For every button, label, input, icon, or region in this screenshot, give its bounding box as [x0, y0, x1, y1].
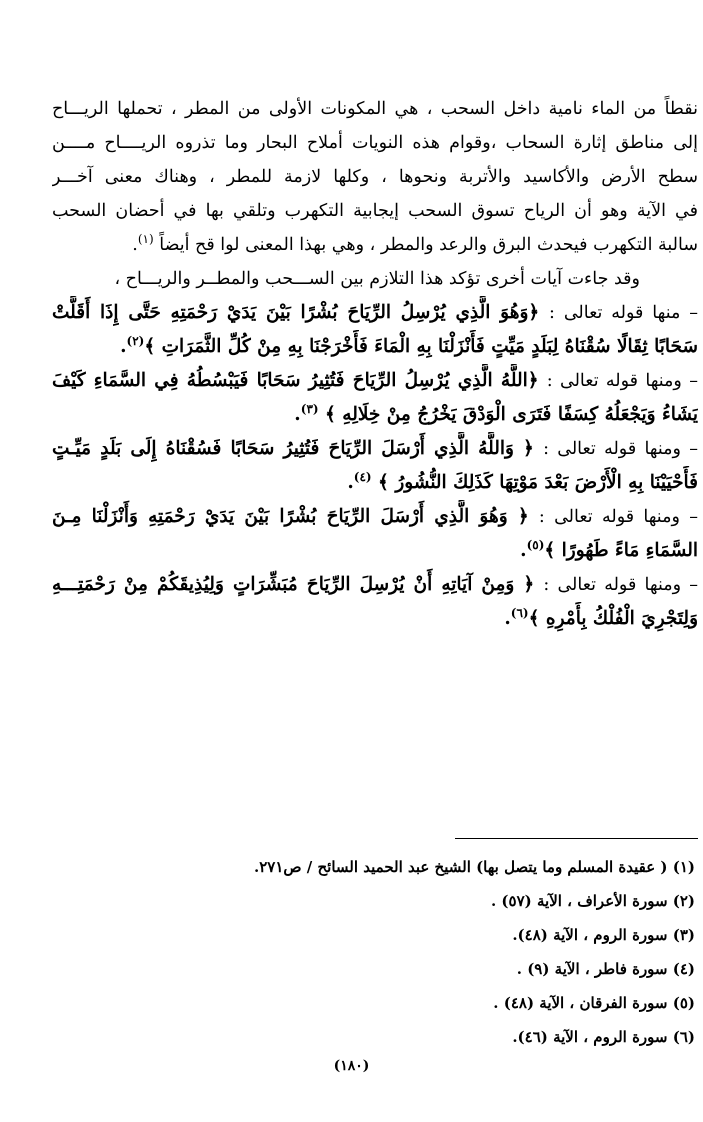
page-number: (١٨٠) — [333, 1058, 370, 1074]
footnote-ref: (٤) — [353, 469, 372, 484]
verse-text: السَّمَاءِ مَاءً طَهُورًا ﴾ — [544, 540, 698, 561]
verse-line — [52, 432, 698, 466]
verse-text: فَأَحْيَيْنَا بِهِ الْأَرْضَ بَعْدَ مَوْتِهَا كَذَلِكَ النُّشُورُ ﴾ — [378, 472, 698, 493]
verse-line — [52, 568, 698, 602]
verse-text: ﴿ وَهُوَ الَّذِي أَرْسَلَ الرِّيَاحَ بُشْرًا بَيْنَ يَدَيْ رَحْمَتِهِ وَأَنْزَلْنَا مِـنَ — [52, 506, 529, 527]
verse-line: فَأَحْيَيْنَا بِهِ الْأَرْضَ بَعْدَ مَوْتِهَا كَذَلِكَ النُّشُورُ ﴾ $^{(٤)}$. — [347, 469, 698, 493]
footnote: (٥) سورة الفرقان ، الآية (٤٨) . — [493, 994, 695, 1012]
verse-line — [52, 500, 698, 534]
verse-text: ﴿ وَاللَّهُ الَّذِي أَرْسَلَ الرِّيَاحَ فَتُثِيرُ سَحَابًا فَسُقْنَاهُ إِلَى بَلَدٍ مَيِّـتٍ — [52, 438, 534, 459]
main-text — [52, 92, 698, 636]
footnote-ref: (١) — [137, 232, 154, 247]
body-line: سطح الأرض والأكاسيد والأتربة ونحوها ، وكلها لازمة للمطر ، وهناك معنى آخـــر — [52, 167, 698, 187]
body-line: في الآية وهو أن الرياح تسوق السحب إيجابية التكهرب وتلقي بها في أحضان السحب — [52, 201, 698, 221]
verse-text: سَحَابًا ثِقَالًا سُقْنَاهُ لِبَلَدٍ مَيِّتٍ فَأَنْزَلْنَا بِهِ الْمَاءَ فَأَخْرَجْنَا بِهِ مِنْ كُلِّ الثَّمَرَاتِ ﴾ — [144, 336, 698, 357]
body-line-text: سالبة التكهرب فيحدث البرق والرعد والمطر ، وهي بهذا المعنى لوا قح أيضاً — [159, 235, 698, 255]
verse-text: وَلِتَجْرِيَ الْفُلْكُ بِأَمْرِهِ ﴾ — [528, 608, 698, 629]
footnote-ref: (٣) — [300, 401, 319, 416]
body-line: إلى مناطق إثارة السحاب ،وقوام هذه النويات أملاح البحار وما تذروه الريــــاح مــــن — [52, 133, 698, 153]
body-line: نقطاً من الماء نامية داخل السحب ، هي المكونات الأولى من المطر ، تحملها الريـــاح — [52, 99, 698, 119]
verse-intro: – ومنها قوله تعالى : — [538, 507, 698, 527]
footnote: (٤) سورة فاطر ، الآية (٩) . — [516, 960, 695, 978]
verse-text: ﴿اللَّهُ الَّذِي يُرْسِلُ الرِّيَاحَ فَتُثِيرُ سَحَابًا فَيَبْسُطُهُ فِي السَّمَاءِ كَيْفَ — [52, 370, 539, 391]
body-line: سالبة التكهرب فيحدث البرق والرعد والمطر ، وهي بهذا المعنى لوا قح أيضاً $^{(١)}$. — [132, 232, 698, 255]
footnote: (٣) سورة الروم ، الآية (٤٨). — [512, 926, 695, 944]
footnotes — [175, 850, 695, 1054]
verse-text: ﴿وَهُوَ الَّذِي يُرْسِلُ الرِّيَاحَ بُشْرًا بَيْنَ يَدَيْ رَحْمَتِهِ حَتَّى إِذَا أَقَلَّتْ — [52, 302, 540, 323]
verse-line: السَّمَاءِ مَاءً طَهُورًا ﴾$^{(٥)}$. — [520, 537, 698, 561]
footnote: (٢) سورة الأعراف ، الآية (٥٧) . — [490, 892, 695, 910]
footnote-ref: (٢) — [126, 333, 145, 348]
verse-line — [52, 296, 698, 330]
verse-line: وَلِتَجْرِيَ الْفُلْكُ بِأَمْرِهِ ﴾$^{(٦)}$. — [504, 605, 698, 629]
footnote: (١) ( عقيدة المسلم وما يتصل بها) الشيخ عبد الحميد السائح / ص٢٧١. — [254, 858, 695, 876]
footnote-divider — [455, 838, 698, 839]
verse-intro: – ومنها قوله تعالى : — [546, 371, 698, 391]
footnote: (٦) سورة الروم ، الآية (٤٦). — [512, 1028, 695, 1046]
body-line: وقد جاءت آيات أخرى تؤكد هذا التلازم بين الســـحب والمطــر والريـــاح ، — [114, 269, 640, 289]
footnote-ref: (٦) — [510, 605, 529, 620]
verse-intro: – ومنها قوله تعالى : — [543, 439, 698, 459]
verse-line: يَشَاءُ وَيَجْعَلُهُ كِسَفًا فَتَرَى الْوَدْقَ يَخْرُجُ مِنْ خِلَالِهِ ﴾ $^{(٣)}$. — [294, 401, 698, 425]
verse-line — [52, 364, 698, 398]
verse-text: يَشَاءُ وَيَجْعَلُهُ كِسَفًا فَتَرَى الْوَدْقَ يَخْرُجُ مِنْ خِلَالِهِ ﴾ — [325, 404, 698, 425]
footnote-ref: (٥) — [526, 537, 545, 552]
verse-intro: – ومنها قوله تعالى : — [543, 575, 698, 595]
verse-intro: – منها قوله تعالى : — [549, 303, 698, 323]
verse-text: ﴿ وَمِنْ آيَاتِهِ أَنْ يُرْسِلَ الرِّيَاحَ مُبَشِّرَاتٍ وَلِيُذِيقَكُمْ مِنْ رَحْمَتِـــهِ — [52, 574, 535, 595]
verse-line: سَحَابًا ثِقَالًا سُقْنَاهُ لِبَلَدٍ مَيِّتٍ فَأَنْزَلْنَا بِهِ الْمَاءَ فَأَخْرَجْنَا بِهِ مِنْ كُلِّ الثَّمَرَاتِ ﴾$^{(٢)}$. — [120, 333, 698, 357]
